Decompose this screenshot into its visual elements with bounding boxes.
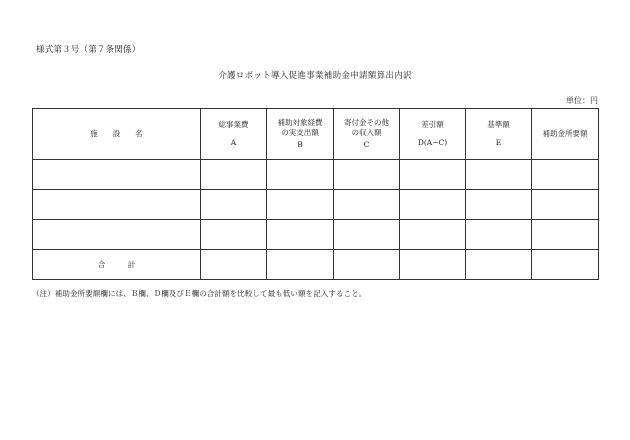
table-cell (33, 190, 201, 220)
header-total-cost (201, 109, 267, 160)
table-cell (466, 220, 532, 250)
table-cell (532, 190, 599, 220)
table-row (33, 220, 599, 250)
table-cell (466, 250, 532, 280)
table-cell (201, 160, 267, 190)
table-row (33, 160, 599, 190)
table-cell (532, 220, 599, 250)
table-row (33, 190, 599, 220)
breakdown-table (32, 108, 599, 280)
header-facility-name-label: 施 設 名 (90, 129, 143, 138)
header-row (33, 109, 599, 160)
total-label: 合 計 (97, 259, 136, 269)
header-total-cost-label: 総事業費 (218, 120, 249, 129)
header-eligible-expense-label: 補助対象経費 の実支出額 (277, 118, 323, 137)
table-cell (267, 160, 334, 190)
table-cell (201, 220, 267, 250)
header-difference-label: 差引額 (421, 120, 444, 129)
table-cell (334, 160, 400, 190)
table-cell (33, 160, 201, 190)
header-facility-name (33, 109, 201, 160)
form-title: 介護ロボット導入促進事業補助金申請額算出内訳 (218, 71, 412, 81)
table-cell (267, 250, 334, 280)
header-difference-letter: D(A−C) (417, 138, 448, 147)
table-cell (400, 220, 466, 250)
header-donation-income-label: 寄付金その他 の収入額 (344, 118, 389, 137)
table-cell (466, 190, 532, 220)
header-subsidy-required (532, 109, 599, 160)
header-standard-amount-label: 基準額 (487, 120, 510, 129)
table-cell (334, 250, 400, 280)
table-cell (466, 160, 532, 190)
header-total-cost-letter: A (230, 138, 237, 147)
table-cell (532, 160, 599, 190)
table-cell (334, 220, 400, 250)
header-standard-amount (466, 109, 532, 160)
form-number: 様式第３号（第７条関係） (36, 45, 141, 55)
header-donation-income (334, 109, 400, 160)
header-eligible-expense-letter: B (297, 140, 303, 149)
table-cell (400, 250, 466, 280)
total-label-cell (33, 250, 201, 280)
footnote: （注）補助金所要額欄には、Ｂ欄、Ｄ欄及びＥ欄の合計額を比較して最も低い額を記入すること。 (32, 289, 367, 298)
total-row (33, 250, 599, 280)
table-cell (334, 190, 400, 220)
table-cell (201, 190, 267, 220)
table-cell (201, 250, 267, 280)
header-difference (400, 109, 466, 160)
unit-label: 単位：円 (566, 96, 598, 105)
header-donation-income-letter: C (363, 140, 370, 149)
table-cell (532, 250, 599, 280)
table-cell (400, 190, 466, 220)
table-cell (400, 160, 466, 190)
table-cell (267, 190, 334, 220)
header-standard-amount-letter: E (495, 138, 502, 147)
table-cell (267, 220, 334, 250)
header-eligible-expense (267, 109, 334, 160)
table-cell (33, 220, 201, 250)
header-subsidy-required-label: 補助金所要額 (542, 129, 588, 138)
